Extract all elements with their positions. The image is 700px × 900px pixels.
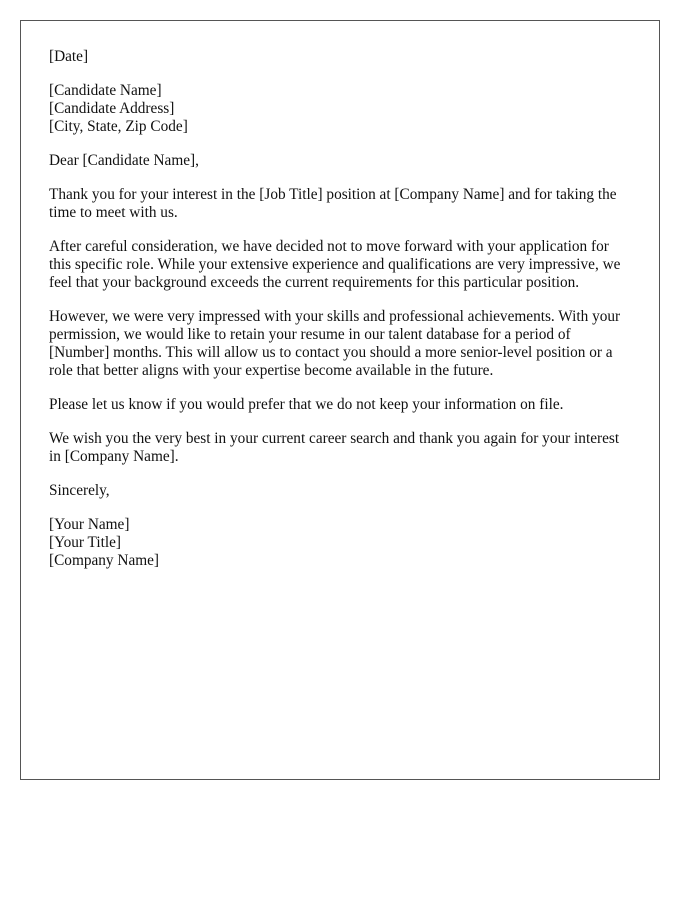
letter-body (49, 48, 633, 586)
paragraph-thank-you: Thank you for your interest in the [Job Title] position at [Company Name] and for taking the time to meet with us. (49, 186, 617, 221)
paragraph-best-wishes: We wish you the very best in your current career search and thank you again for your interest in [Company Name]. (49, 430, 620, 465)
salutation: Dear [Candidate Name], (49, 152, 199, 169)
recipient-block (49, 82, 633, 136)
letter-page (20, 20, 660, 780)
recipient-city-state-zip: [City, State, Zip Code] (49, 118, 188, 135)
date-line: [Date] (49, 48, 89, 65)
closing: Sincerely, (49, 482, 110, 499)
recipient-name: [Candidate Name] (49, 82, 162, 99)
signature-block (49, 516, 633, 570)
signature-name: [Your Name] (49, 516, 130, 533)
recipient-address: [Candidate Address] (49, 100, 175, 117)
signature-company: [Company Name] (49, 552, 160, 569)
paragraph-opt-out: Please let us know if you would prefer that we do not keep your information on file. (49, 396, 564, 413)
paragraph-decision: After careful consideration, we have decided not to move forward with your application for this specific role. While your extensive experience and qualifications are very impressive, we feel that your background exceeds the current requirements for this particular position. (49, 238, 621, 291)
paragraph-retain-resume: However, we were very impressed with your skills and professional achievements. With your permission, we would like to retain your resume in our talent database for a period of [Number] months. This will allow us to contact you should a more senior-level position or a role that better aligns with your expertise become available in the future. (49, 308, 621, 379)
signature-title: [Your Title] (49, 534, 121, 551)
